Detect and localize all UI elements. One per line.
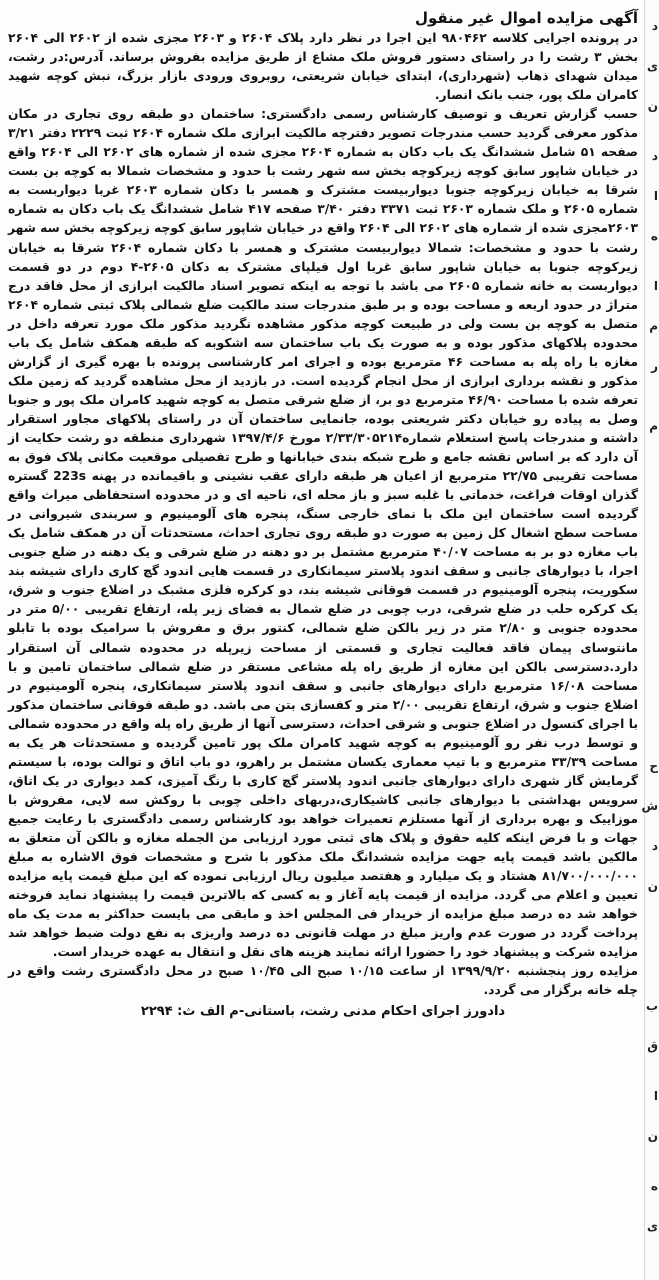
adjacent-column-letter: ا bbox=[653, 279, 658, 293]
notice-intro-paragraph: در پرونده اجرایی کلاسه ۹۸۰۴۶۲ این اجرا در نظر دارد پلاک ۲۶۰۴ و ۲۶۰۳ مجزی شده از ۲۶۰۲ الی ۲۶۰۴ بخش ۳ رشت را در راستای دستور فروش ملک مشاع از طریق مزایده بفروش برساند. آدرس:در رشت، میدان شهدای ذهاب (شهرداری)، ابتدای خیابان شریعتی، روبروی ورودی بازار بزرگ، نبش کوچه شهید کامران ملک پور، جنب بانک انصار. bbox=[8, 31, 638, 103]
adjacent-column-letter: ش bbox=[641, 799, 658, 813]
adjacent-column-letter: ه bbox=[650, 229, 658, 243]
notice-signature: دادورز اجرای احکام مدنی رشت، باستانی-م الف ث: ۲۲۹۴ bbox=[140, 1004, 506, 1020]
adjacent-column-letter: م bbox=[649, 319, 658, 333]
adjacent-column-letter: د bbox=[651, 839, 658, 853]
adjacent-column-letter: ق bbox=[647, 1039, 658, 1053]
adjacent-column-letter: ن bbox=[647, 879, 658, 893]
adjacent-column-letter: ا bbox=[653, 189, 658, 203]
adjacent-column-letter: ن bbox=[647, 1129, 658, 1143]
adjacent-column-letter: ا bbox=[653, 1089, 658, 1103]
adjacent-column-fragment bbox=[641, 0, 659, 1280]
adjacent-column-letter: ی bbox=[647, 1219, 658, 1233]
adjacent-column-letter: د bbox=[651, 149, 658, 163]
adjacent-column-letter: ب bbox=[645, 999, 658, 1013]
notice-title: آگهی مزایده اموال غیر منقول bbox=[414, 9, 638, 27]
adjacent-column-letter: ی bbox=[647, 59, 658, 73]
adjacent-column-letter: ر bbox=[651, 359, 658, 373]
auction-notice-article bbox=[8, 8, 638, 1276]
adjacent-column-letter: ح bbox=[649, 759, 658, 773]
auction-time-paragraph: مزایده روز پنجشنبه ۱۳۹۹/۹/۲۰ از ساعت ۱۰/۱۵ صبح الی ۱۰/۴۵ صبح در محل دادگستری رشت واقع در چله خانه برگزار می گردد. bbox=[8, 964, 638, 998]
adjacent-column-letter: ه bbox=[650, 1179, 658, 1193]
notice-body-paragraph: حسب گزارش تعریف و توصیف کارشناس رسمی دادگستری: ساختمان دو طبقه روی تجاری در مکان مذکور معرفی گردید حسب مندرجات تصویر دفترچه مالکیت ابرازی ملک شماره ۲۶۰۴ ثبت ۲۲۲۹ دفتر ۳/۲۱ صفحه ۵۱ شامل ششدانگ یک باب دکان به شماره ۲۶۰۴ مجزی شده از شماره های ۲۶۰۲ الی ۲۶۰۴ واقع در خیابان شاپور سابق کوچه زیرکوچه بخش سه شهر رشت با حدود و مشخصات شمالا به کوچه بن بست شرقا به خیابان زیرکوچه جنوبا دیواربیست مشترک و همسر با دکان شماره ۲۶۰۳ غربا دیواربست به شماره ۲۶۰۵ و ملک شماره ۲۶۰۳ ثبت ۳۳۷۱ دفتر ۳/۴۰ صفحه ۴۱۷ شامل ششدانگ یک باب دکان به شماره ۲۶۰۳مجزی شده از شماره های ۲۶۰۲ الی ۲۶۰۴ واقع در خیابان شاپور سابق کوچه زیرکوچه بخش سه شهر رشت با حدود و مشخصات: شمالا دیواربیست مشترک و همسر با دکان شماره ۲۶۰۴ شرقا به خیابان زیرکوچه جنوبا به خیابان شاپور سابق غربا اول فیلپای مشترک به دکان ۲۶۰۵-۴ دوم در دو قسمت دیواربست به خانه شماره ۲۶۰۵ می باشد با توجه به اینکه تصویر اسناد مالکیت ابرازی از محل فاقد درج متراژ در حدود اربعه و مساحت بوده و بر طبق مندرجات سند مالکیت ضلع شمالی پلاک ثبتی شماره ۲۶۰۴ متصل به کوچه بن بست ولی در طبیعت کوچه مذکور مشاهده نگردید مذکور ملک مورد تعرفه داخل در محدوده پلاکهای مذکور بوده و به صورت یک باب ساختمان سه اشکوبه که طبقه همکف شامل یک باب مغازه با راه پله به مساحت ۴۶ مترمربع بوده و اجرای امر کارشناسی پرونده با بهره گیری از گزارش مذکور و نقشه برداری ابرازی از محل انجام گردیده است. در بازدید از محل مشاهده گردید که زمین ملک تعرفه شده با مساحت ۴۶/۹۰ مترمربع دو بر، از ضلع شرقی متصل به کوچه شهید کامران ملک پور و جنوبا وصل به پیاده رو خیابان دکتر شریعتی بوده، جانمایی ساختمان آن در راستای پلاکهای مجاور استقرار داشته و مندرجات پاسخ استعلام شماره۲/۳۳/۳۰۵۲۱۴ مورخ ۱۳۹۷/۴/۶ شهرداری منطقه دو رشت حکایت از آن دارد که بر اساس نقشه جامع و طرح شبکه بندی خیابانها و طرح تفصیلی موقعیت مکانی پلاک فوق به مساحت تقریبی ۲۲/۷۵ مترمربع از اعیان هر طبقه دارای عقب نشینی و باقیمانده در پهنه 223s گستره گذران اوقات فراغت، خدماتی با غلبه سبز و باز محله ای، ناحیه ای و در محدوده استحفاظی میراث واقع گردیده است ساختمان این ملک با نمای خارجی سنگ، پنجره های آلومینیوم و سربندی شیروانی در مساحت سطح اشغال کل زمین به صورت دو طبقه روی تجاری احداث، مستحدثات آن در همکف شامل یک باب مغازه دو بر به مساحت ۴۰/۰۷ مترمربع مشتمل بر دو دهنه در ضلع شرقی و یک دهنه در ضلع جنوبی اجرا، با دیوارهای جانبی و سقف اندود پلاستر سیمانکاری در قسمت هایی اندود گچ کاری دارای شیشه بند سکوریت، پنجره آلومینیوم در قسمت فوقانی شیشه بند، دو کرکره فلزی مشبک در اضلاع جنوب و شرق، یک کرکره حلب در ضلع شرقی، درب چوبی در ضلع شمال به فضای زیر پله، ارتفاع تقریبی ۵/۰۰ متر در محدوده جنوبی و ۲/۸۰ متر در زیر بالکن ضلع شمالی، کنتور برق و مفروش با سرامیک بوده با تابلو مانتوسای پیمان فاقد فعالیت تجاری و قسمتی از مساحت زیرپله در محدوده شمالی آن استقرار دارد.دسترسی بالکن این مغازه از طریق راه پله مشاعی مستقر در ضلع شمالی ساختمان تامین و با مساحت ۱۶/۰۸ مترمربع دارای دیوارهای جانبی و سقف اندود پلاستر سیمانکاری، پنجره آلومینیوم در اضلاع جنوب و شرق، ارتفاع تقریبی ۲/۰۰ متر و کفسازی بتن می باشد. دو طبقه فوقانی ساختمان مذکور با اجرای کنسول در اضلاع جنوبی و شرقی احداث، دسترسی آنها از طریق راه پله واقع در محدوده شمالی و توسط درب نفر رو آلومینیوم به کوچه شهید کامران ملک پور تامین گردیده و مستحدثات هر یک به مساحت ۳۳/۳۹ مترمربع و با تیپ معماری یکسان مشتمل بر راهرو، دو باب اتاق و توالت بوده، با سیستم گرمایش گاز شهری دارای دیوارهای جانبی اندود پلاستر گچ کاری با رنگ آمیزی، کمد دیواری در یک اتاق، سرویس بهداشتی با دیوارهای جانبی کاشیکاری،دربهای داخلی چوبی با روکش سه لایی، مفروش با موزاییک و بهره برداری از آنها مستلزم تعمیرات خواهد بود کارشناس رسمی دادگستری با رعایت جمیع جهات و با فرض اینکه کلیه حقوق و پلاک های ثبتی مورد ارزیابی من الجمله مغازه و بالکن آن متعلق به مالکین باشد قیمت پایه جهت مزایده ششدانگ ملک مذکور با شرح و مشخصات فوق الاشاره به مبلغ ۸۱/۷۰۰/۰۰۰/۰۰۰ هشتاد و یک میلیارد و هفتصد میلیون ریال ارزیابی نموده که این مبلغ قیمت پایه مزایده تعیین و اعلام می گردد. مزایده از قیمت پایه آغاز و به کسی که بالاترین قیمت را پیشنهاد نماید فروخته خواهد شد ده درصد مبلغ مزایده از خریدار فی المجلس اخذ و مابقی می بایست حداکثر به مدت یک ماه پرداخت گردد در صورت عدم واریز مبلغ در مهلت قانونی ده درصد واریزی به نفع دولت ضبط خواهد شد مزایده شرکت و پیشنهاد خود را حضورا ارائه نمایند هزینه های نقل و انتقال به عهده خریدار است. bbox=[8, 107, 639, 960]
adjacent-column-letter: م bbox=[649, 419, 658, 433]
adjacent-column-letter: ن bbox=[647, 99, 658, 113]
adjacent-column-letter: د bbox=[651, 19, 658, 33]
